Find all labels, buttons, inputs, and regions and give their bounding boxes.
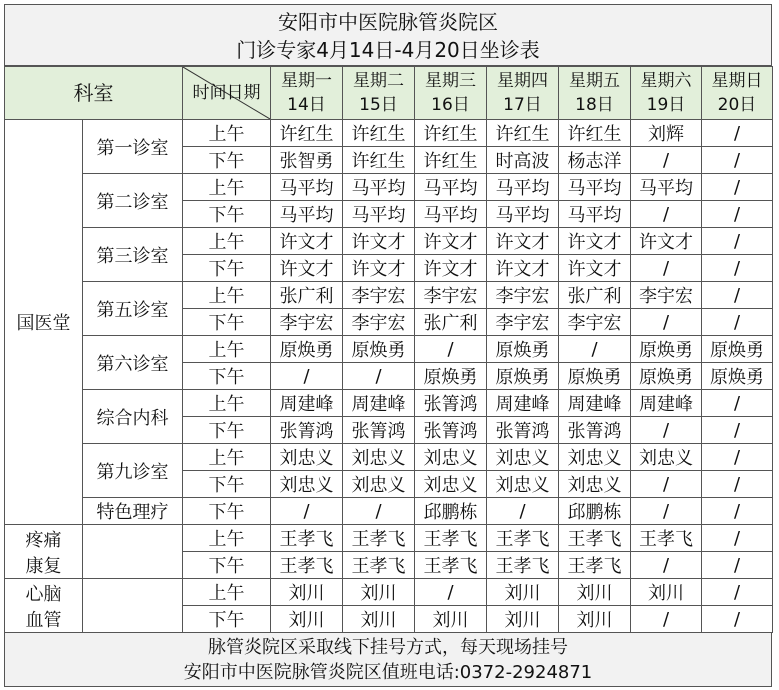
doctor-cell: 王孝飞 [487, 525, 559, 552]
room-cell: 综合内科 [83, 390, 183, 444]
dept-label-line: 疼痛 [25, 529, 62, 551]
doctor-cell: 张箐鸿 [559, 417, 631, 444]
doctor-cell: 刘忠义 [343, 444, 415, 471]
header-row [5, 67, 773, 120]
doctor-cell: 时高波 [487, 147, 559, 174]
doctor-cell: / [702, 174, 773, 201]
footer-phone: 安阳市中医院脉管炎院区值班电话:0372-2924871 [183, 662, 593, 683]
dept-label-line: 心脑 [25, 583, 62, 605]
header-day [702, 67, 773, 120]
doctor-cell: / [702, 579, 773, 606]
doctor-cell: 张箐鸿 [487, 417, 559, 444]
doctor-cell: 周建峰 [631, 390, 702, 417]
doctor-cell: / [271, 363, 343, 390]
room-cell: 第一诊室 [83, 120, 183, 174]
doctor-cell: / [631, 498, 702, 525]
doctor-cell: 王孝飞 [415, 525, 487, 552]
doctor-cell: 马平均 [415, 201, 487, 228]
doctor-cell: 许文才 [271, 228, 343, 255]
doctor-cell: 许文才 [559, 228, 631, 255]
doctor-cell: / [631, 552, 702, 579]
doctor-cell: 原焕勇 [559, 363, 631, 390]
doctor-cell: 原焕勇 [487, 336, 559, 363]
header-day-label: 星期五 [569, 71, 620, 91]
doctor-cell: 王孝飞 [559, 525, 631, 552]
doctor-cell: 刘川 [631, 579, 702, 606]
dept-cell [5, 579, 83, 633]
doctor-cell: / [702, 417, 773, 444]
room-cell: 第二诊室 [83, 174, 183, 228]
doctor-cell: 马平均 [415, 174, 487, 201]
time-slot-cell: 下午 [183, 498, 271, 525]
doctor-cell: / [487, 498, 559, 525]
doctor-cell: 马平均 [343, 174, 415, 201]
room-cell: 第六诊室 [83, 336, 183, 390]
time-slot-cell: 上午 [183, 120, 271, 147]
table-row [5, 120, 773, 147]
doctor-cell: 王孝飞 [343, 525, 415, 552]
doctor-cell: 马平均 [559, 174, 631, 201]
time-slot-cell: 下午 [183, 255, 271, 282]
doctor-cell: 刘川 [343, 579, 415, 606]
doctor-cell: / [559, 336, 631, 363]
doctor-cell: 周建峰 [271, 390, 343, 417]
doctor-cell: / [631, 309, 702, 336]
doctor-cell: / [702, 120, 773, 147]
doctor-cell: 许红生 [415, 147, 487, 174]
doctor-cell: 许文才 [415, 228, 487, 255]
doctor-cell: 马平均 [631, 174, 702, 201]
header-day [271, 67, 343, 120]
doctor-cell: 杨志洋 [559, 147, 631, 174]
time-slot-cell: 下午 [183, 363, 271, 390]
room-cell [83, 579, 183, 633]
doctor-cell: 许红生 [487, 120, 559, 147]
doctor-cell: 李宇宏 [487, 282, 559, 309]
time-slot-cell: 下午 [183, 606, 271, 633]
doctor-cell: 刘忠义 [631, 444, 702, 471]
doctor-cell: 刘忠义 [559, 444, 631, 471]
header-time-date-label: 时间日期 [192, 83, 261, 103]
doctor-cell: 邱鹏栋 [559, 498, 631, 525]
doctor-cell: 刘川 [559, 606, 631, 633]
doctor-cell: 原焕勇 [343, 336, 415, 363]
doctor-cell: / [343, 498, 415, 525]
doctor-cell: 张智勇 [271, 147, 343, 174]
header-day-label: 16日 [431, 95, 470, 115]
table-row [5, 174, 773, 201]
doctor-cell: 刘忠义 [415, 444, 487, 471]
doctor-cell: 王孝飞 [559, 552, 631, 579]
header-day-label: 星期三 [425, 71, 476, 91]
doctor-cell: 王孝飞 [631, 525, 702, 552]
time-slot-cell: 下午 [183, 201, 271, 228]
header-day-label: 星期日 [711, 71, 763, 91]
header-diagonal-cell [183, 67, 271, 120]
time-slot-cell: 下午 [183, 552, 271, 579]
time-slot-cell: 上午 [183, 228, 271, 255]
header-day-label: 18日 [575, 95, 614, 115]
doctor-cell: 刘川 [271, 606, 343, 633]
doctor-cell: / [631, 417, 702, 444]
doctor-cell: 马平均 [487, 174, 559, 201]
doctor-cell: 周建峰 [343, 390, 415, 417]
doctor-cell: 刘忠义 [559, 471, 631, 498]
doctor-cell: 李宇宏 [343, 309, 415, 336]
time-slot-cell: 上午 [183, 282, 271, 309]
time-slot-cell: 下午 [183, 147, 271, 174]
time-slot-cell: 下午 [183, 471, 271, 498]
header-day-label: 星期六 [640, 71, 692, 91]
doctor-cell: 许文才 [631, 228, 702, 255]
doctor-cell: 原焕勇 [631, 336, 702, 363]
title-hospital: 安阳市中医院脉管炎院区 [278, 10, 498, 34]
dept-label-line: 康复 [25, 555, 62, 577]
doctor-cell: 许文才 [487, 255, 559, 282]
dept-cell: 国医堂 [5, 120, 83, 525]
room-cell [83, 525, 183, 579]
doctor-cell: 原焕勇 [702, 363, 773, 390]
doctor-cell: 王孝飞 [487, 552, 559, 579]
doctor-cell: / [702, 525, 773, 552]
doctor-cell: / [702, 390, 773, 417]
doctor-cell: 许文才 [343, 228, 415, 255]
doctor-cell: 许红生 [271, 120, 343, 147]
time-slot-cell: 上午 [183, 525, 271, 552]
doctor-cell: 李宇宏 [415, 282, 487, 309]
doctor-cell: / [631, 606, 702, 633]
doctor-cell: 原焕勇 [702, 336, 773, 363]
doctor-cell: 李宇宏 [343, 282, 415, 309]
doctor-cell: / [343, 363, 415, 390]
doctor-cell: 张箐鸿 [343, 417, 415, 444]
doctor-cell: 刘忠义 [271, 444, 343, 471]
doctor-cell: 刘川 [271, 579, 343, 606]
doctor-cell: / [702, 498, 773, 525]
footer-registration-note: 脉管炎院区采取线下挂号方式，每天现场挂号 [208, 637, 568, 658]
doctor-cell: / [631, 201, 702, 228]
table-row [5, 498, 773, 525]
doctor-cell: 许文才 [271, 255, 343, 282]
doctor-cell: / [702, 147, 773, 174]
table-row [5, 444, 773, 471]
doctor-cell: / [415, 579, 487, 606]
doctor-cell: 原焕勇 [271, 336, 343, 363]
doctor-cell: 王孝飞 [271, 525, 343, 552]
table-row [5, 228, 773, 255]
header-day-label: 19日 [646, 95, 686, 115]
doctor-cell: / [702, 444, 773, 471]
doctor-cell: / [702, 201, 773, 228]
doctor-cell: 刘忠义 [343, 471, 415, 498]
doctor-cell: 马平均 [487, 201, 559, 228]
doctor-cell: / [702, 309, 773, 336]
time-slot-cell: 上午 [183, 579, 271, 606]
header-day-label: 星期二 [353, 71, 404, 91]
doctor-cell: 许红生 [343, 120, 415, 147]
header-day-label: 星期四 [497, 71, 548, 91]
doctor-cell: 刘川 [487, 579, 559, 606]
doctor-cell: 原焕勇 [487, 363, 559, 390]
doctor-cell: 张箐鸿 [415, 417, 487, 444]
doctor-cell: 张箐鸿 [415, 390, 487, 417]
table-row [5, 282, 773, 309]
header-day-label: 星期一 [281, 71, 332, 91]
dept-cell [5, 525, 83, 579]
doctor-cell: / [631, 147, 702, 174]
doctor-cell: 王孝飞 [415, 552, 487, 579]
doctor-cell: 李宇宏 [559, 309, 631, 336]
doctor-cell: / [631, 255, 702, 282]
doctor-cell: / [702, 471, 773, 498]
header-day-label: 14日 [287, 95, 326, 115]
table-row [5, 336, 773, 363]
doctor-cell: 许红生 [559, 120, 631, 147]
doctor-cell: 王孝飞 [271, 552, 343, 579]
doctor-cell: 刘川 [559, 579, 631, 606]
doctor-cell: / [702, 606, 773, 633]
doctor-cell: 张箐鸿 [271, 417, 343, 444]
header-day [559, 67, 631, 120]
doctor-cell: 马平均 [343, 201, 415, 228]
time-slot-cell: 上午 [183, 174, 271, 201]
header-day [487, 67, 559, 120]
room-cell: 第三诊室 [83, 228, 183, 282]
doctor-cell: 马平均 [559, 201, 631, 228]
time-slot-cell: 下午 [183, 417, 271, 444]
doctor-cell: / [702, 255, 773, 282]
doctor-cell: / [702, 552, 773, 579]
doctor-cell: 张广利 [271, 282, 343, 309]
doctor-cell: 李宇宏 [631, 282, 702, 309]
time-slot-cell: 上午 [183, 390, 271, 417]
header-dept: 科室 [5, 67, 183, 120]
dept-label-line: 血管 [25, 609, 62, 631]
doctor-cell: 马平均 [271, 174, 343, 201]
doctor-cell: 许文才 [415, 255, 487, 282]
doctor-cell: / [271, 498, 343, 525]
doctor-cell: / [702, 228, 773, 255]
title-schedule: 门诊专家4月14日-4月20日坐诊表 [236, 38, 540, 62]
doctor-cell: 刘辉 [631, 120, 702, 147]
title-block [4, 4, 772, 66]
doctor-cell: / [631, 471, 702, 498]
schedule-body [5, 120, 773, 633]
footer-block [4, 632, 772, 687]
doctor-cell: 原焕勇 [415, 363, 487, 390]
doctor-cell: 刘忠义 [271, 471, 343, 498]
doctor-cell: 张广利 [415, 309, 487, 336]
doctor-cell: 原焕勇 [631, 363, 702, 390]
doctor-cell: 李宇宏 [487, 309, 559, 336]
header-day [415, 67, 487, 120]
doctor-cell: 马平均 [271, 201, 343, 228]
header-day-label: 15日 [359, 95, 398, 115]
doctor-cell: 刘忠义 [487, 471, 559, 498]
doctor-cell: 李宇宏 [271, 309, 343, 336]
time-slot-cell: 上午 [183, 336, 271, 363]
table-row [5, 579, 773, 606]
header-day [343, 67, 415, 120]
table-row [5, 525, 773, 552]
room-cell: 特色理疗 [83, 498, 183, 525]
doctor-cell: 刘川 [415, 606, 487, 633]
header-day-label: 20日 [717, 95, 757, 115]
time-slot-cell: 上午 [183, 444, 271, 471]
doctor-cell: 许红生 [415, 120, 487, 147]
room-cell: 第九诊室 [83, 444, 183, 498]
doctor-cell: 刘川 [487, 606, 559, 633]
room-cell: 第五诊室 [83, 282, 183, 336]
header-day-label: 17日 [503, 95, 542, 115]
doctor-cell: / [415, 336, 487, 363]
doctor-cell: 许红生 [343, 147, 415, 174]
header-day [631, 67, 702, 120]
time-slot-cell: 下午 [183, 309, 271, 336]
doctor-cell: 刘川 [343, 606, 415, 633]
doctor-cell: 张广利 [559, 282, 631, 309]
doctor-cell: 刘忠义 [487, 444, 559, 471]
doctor-cell: 许文才 [343, 255, 415, 282]
doctor-cell: 刘忠义 [415, 471, 487, 498]
table-row [5, 390, 773, 417]
doctor-cell: 邱鹏栋 [415, 498, 487, 525]
doctor-cell: 王孝飞 [343, 552, 415, 579]
schedule-table [4, 66, 773, 633]
doctor-cell: 周建峰 [487, 390, 559, 417]
doctor-cell: 周建峰 [559, 390, 631, 417]
doctor-cell: 许文才 [559, 255, 631, 282]
doctor-cell: 许文才 [487, 228, 559, 255]
doctor-cell: / [702, 282, 773, 309]
